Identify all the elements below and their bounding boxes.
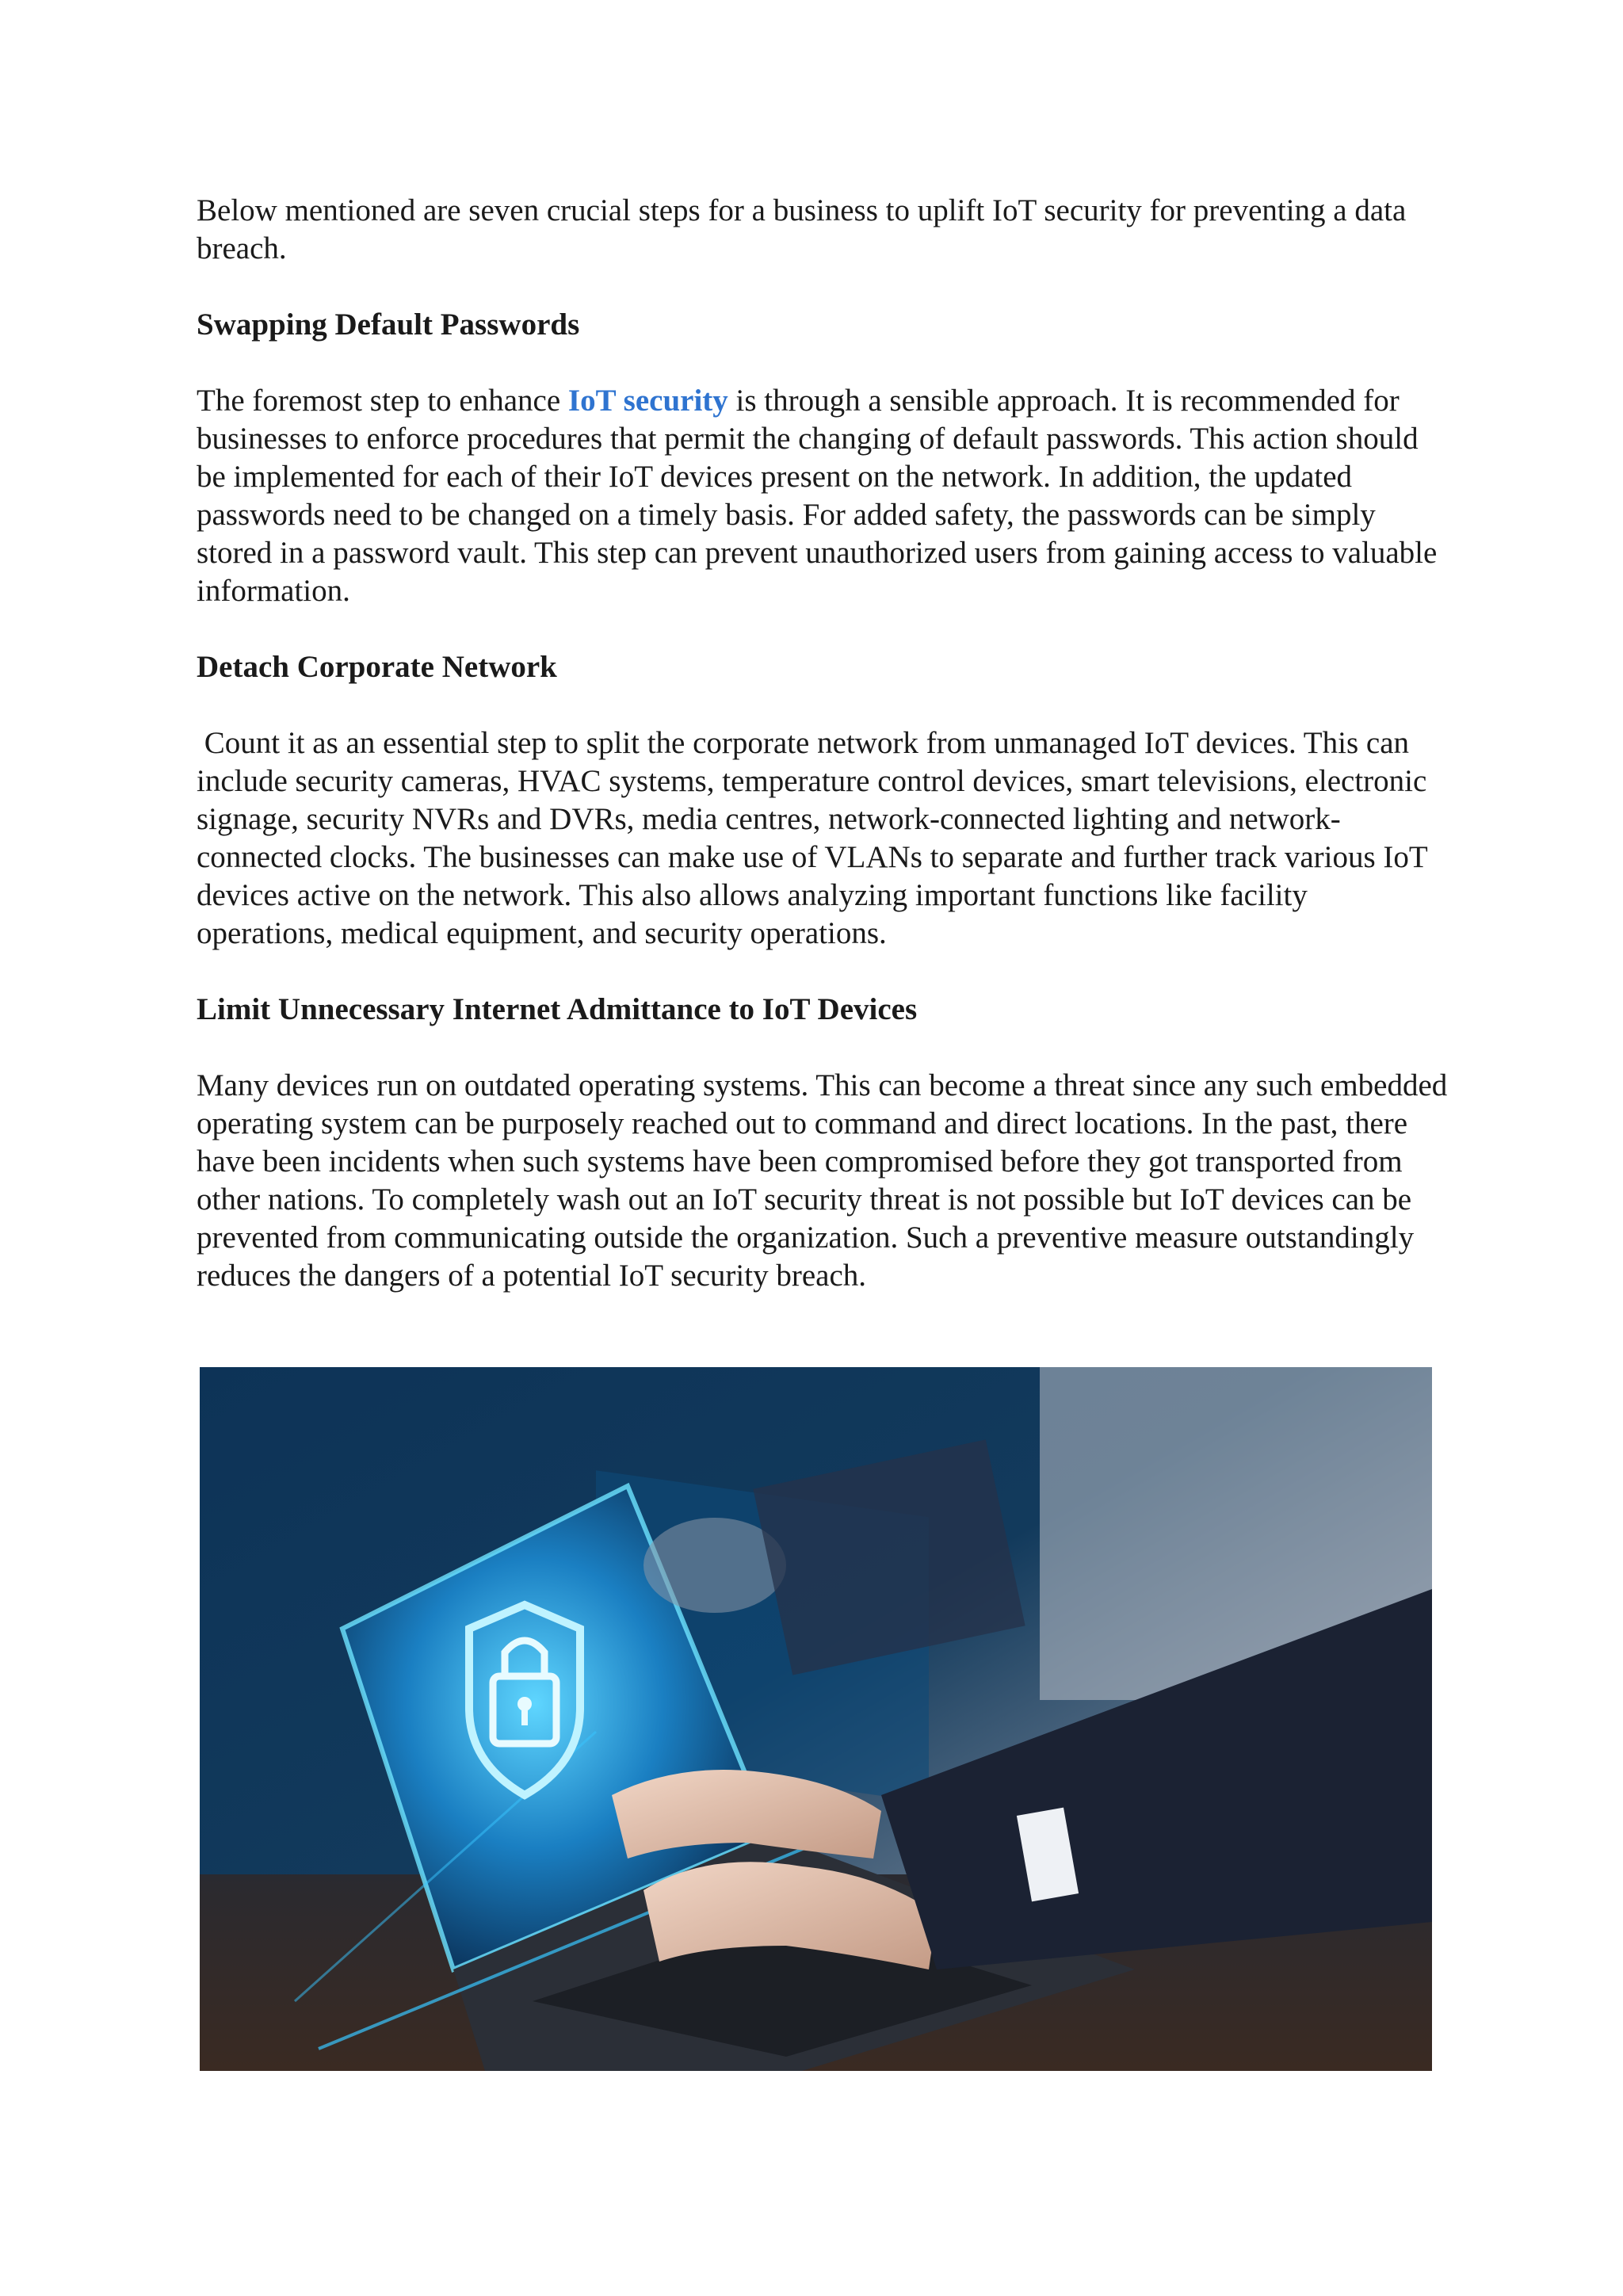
paragraph-text-after-link: is through a sensible approach. It is recommended for businesses to enforce procedures that permit the changing of default passwords. This action should be implemented for each of their IoT devices present on the network. In addition, the updated passwords need to be changed on a timely basis. For added safety, the passwords can be simply stored in a password vault. This step can prevent unauthorized users from gaining access to valuable information. xyxy=(197,384,1438,608)
paragraph-text-before-link: The foremost step to enhance xyxy=(197,384,568,418)
heading-detach-corporate-network: Detach Corporate Network xyxy=(197,650,557,684)
article-body xyxy=(197,192,1449,1333)
iot-security-link[interactable]: IoT security xyxy=(567,384,728,418)
heading-swapping-default-passwords: Swapping Default Passwords xyxy=(197,308,580,342)
paragraph-swapping-default-passwords xyxy=(197,382,1449,610)
heading-limit-internet-admittance: Limit Unnecessary Internet Admittance to IoT Devices xyxy=(197,992,918,1026)
cybersecurity-laptop-photo xyxy=(200,1367,1432,2071)
intro-paragraph: Below mentioned are seven crucial steps for a business to uplift IoT security for preventing a data breach. xyxy=(197,193,1407,266)
paragraph-detach-corporate-network: Count it as an essential step to split the corporate network from unmanaged IoT devices. This can include security cameras, HVAC systems, temperature control devices, smart televisions, electronic signage, security NVRs and DVRs, media centres, network-connected lighting and network-connected clocks. The businesses can make use of VLANs to separate and further track various IoT devices active on the network. This also allows analyzing important functions like facility operations, medical equipment, and security operations. xyxy=(197,726,1435,950)
paragraph-limit-internet-admittance: Many devices run on outdated operating systems. This can become a threat since any such embedded operating system can be purposely reached out to command and direct locations. In the past, there have been incidents when such systems have been compromised before they got transported from other nations. To completely wash out an IoT security threat is not possible but IoT devices can be prevented from communicating outside the organization. Such a preventive measure outstandingly reduces the dangers of a potential IoT security breach. xyxy=(197,1068,1448,1293)
